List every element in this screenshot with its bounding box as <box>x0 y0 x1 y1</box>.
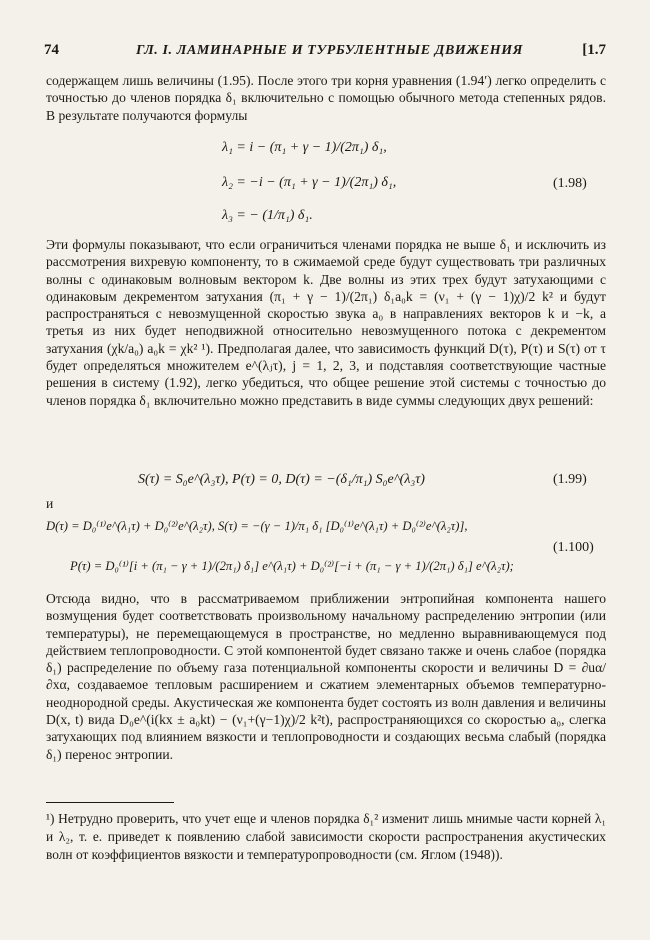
conjunction-and: и <box>46 496 54 511</box>
equation-number-1-98: (1.98) <box>553 176 587 191</box>
footnote-separator <box>46 802 174 803</box>
equation-lambda-2: λ₂ = −i − (π₁ + γ − 1)/(2π₁) δ₁, <box>222 175 397 190</box>
equation-1-99: S(τ) = S₀e^(λ₃τ), P(τ) = 0, D(τ) = −(δ₁/π₁) S₀e^(λ₃τ) <box>138 472 425 487</box>
paragraph-intro: содержащем лишь величины (1.95). После этого три корня уравнения (1.94′) легко определить с точностью до членов порядка δ₁ включительно с помощью обычного метода степенных рядов. В результате получаются формулы <box>46 73 606 123</box>
paragraph-entropy: Отсюда видно, что в рассматриваемом приближении энтропийная компонента нашего возмущения будет соответствовать произвольному начальному распределению энтропии (или температуры), не перемещающемуся в пространстве, но медленно выравнивающемуся под действием теплопроводности. С этой компонентой будет связано также и очень слабое (порядка δ₁) распределение по объему газа потенциальной компоненты скорости и величины D = ∂uα/∂xα, создаваемое тепловым расширением и сжатием элементарных объемов температурно-неоднородной среды. Акустическая же компонента будет состоять из волн давления и величины D(x, t) вида D₀e^(i(kx ± a₀kt) − (ν₁+(γ−1)χ)/2 k²t), распространяющихся со скоростью a₀, слегка затухающих под влиянием вязкости и теплопроводности и создающих весьма слабый (порядка δ₁) перенос энтропии. <box>46 591 606 762</box>
equation-1-100-line-1: D(τ) = D₀⁽¹⁾e^(λ₁τ) + D₀⁽²⁾e^(λ₂τ), S(τ) = −(γ − 1)/π₁ δ₁ [D₀⁽¹⁾e^(λ₁τ) + D₀⁽²⁾e^(λ₂τ)], <box>46 519 468 533</box>
equation-lambda-3: λ₃ = − (1/π₁) δ₁. <box>222 208 313 223</box>
paragraph-waves: Эти формулы показывают, что если ограничиться членами порядка не выше δ₁ и исключить из рассмотрения вихревую компоненту, то в сжимаемой среде будут существовать три различных волны с одинаковым волновым вектором k. Две волны из этих трех будут затухающими с одинаковым декрементом затухания (π₁ + γ − 1)/(2π₁) δ₁a₀k = (ν₁ + (γ − 1)χ)/2 k² и будут распространяться с невозмущенной скоростью звука a₀ в направлениях векторов k и −k, а третья из них будет неподвижной относительно невозмущенного потока с декрементом затухания (χk/a₀) a₀k = χk² ¹). Предполагая далее, что зависимость функций D(τ), P(τ) и S(τ) от τ будет определяться множителем e^(λⱼτ), j = 1, 2, 3, и подставляя соответствующие частные решения в систему (1.92), легко убедиться, что общее решение этой системы с точностью до членов порядка δ₁ включительно можно представить в виде суммы следующих двух решений: <box>46 237 606 408</box>
chapter-title: ГЛ. I. ЛАМИНАРНЫЕ И ТУРБУЛЕНТНЫЕ ДВИЖЕНИЯ <box>136 43 523 58</box>
equation-number-1-100: (1.100) <box>553 540 594 555</box>
equation-number-1-99: (1.99) <box>553 472 587 487</box>
running-header <box>44 42 606 64</box>
page-number: 74 <box>44 42 59 58</box>
equation-1-100-line-2: P(τ) = D₀⁽¹⁾[i + (π₁ − γ + 1)/(2π₁) δ₁] e^(λ₁τ) + D₀⁽²⁾[−i + (π₁ − γ + 1)/(2π₁) δ₁] e^(λ₂τ); <box>70 559 514 573</box>
equation-lambda-1: λ₁ = i − (π₁ + γ − 1)/(2π₁) δ₁, <box>222 140 387 155</box>
footnote: ¹) Нетрудно проверить, что учет еще и членов порядка δ₁² изменит лишь мнимые части корней λ₁ и λ₂, т. е. приведет к появлению слабой зависимости скорости распространения акустических волн от коэффициентов вязкости и температуропроводности (см. Яглом (1948)). <box>46 811 606 862</box>
section-marker: [1.7 <box>582 42 606 58</box>
